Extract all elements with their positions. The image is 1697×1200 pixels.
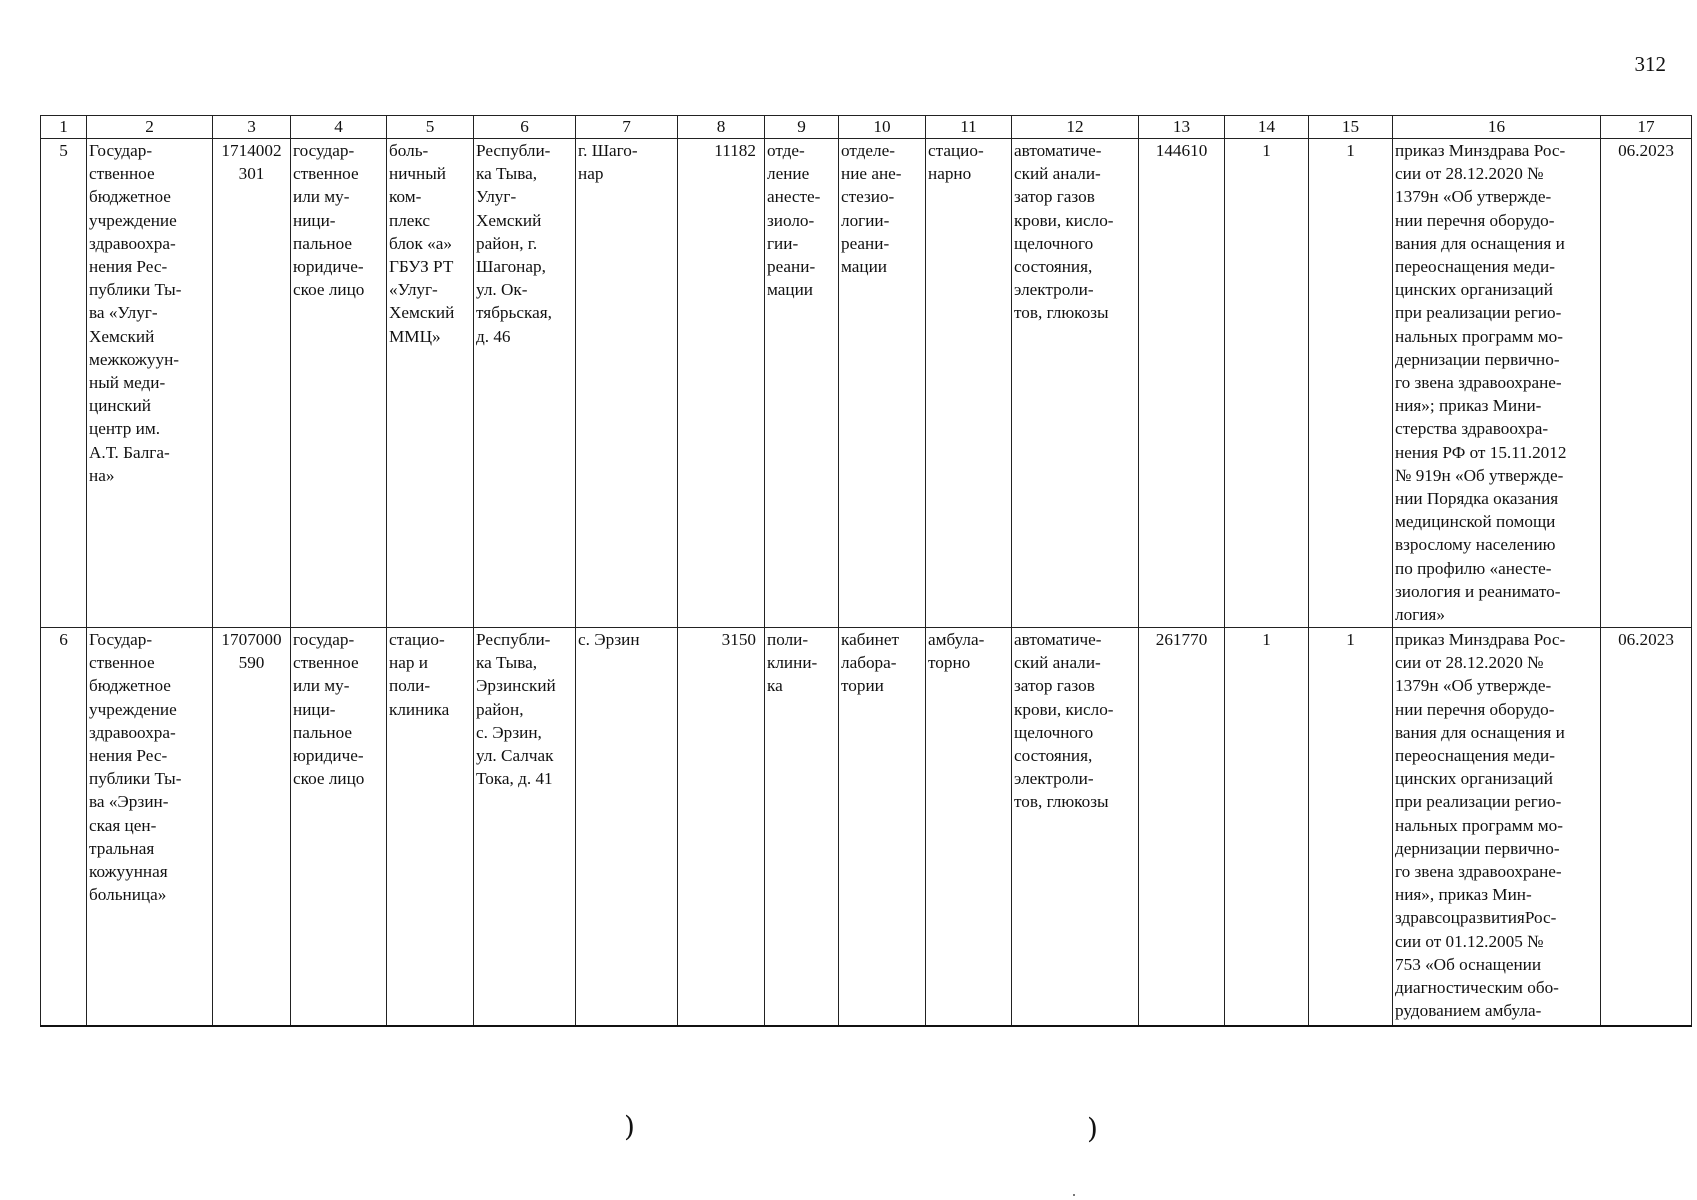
equipment-table	[40, 115, 1692, 1027]
care-type-cell: амбула- торно	[926, 628, 1012, 1026]
column-number: 15	[1309, 116, 1393, 139]
locality-cell: г. Шаго- нар	[576, 139, 678, 628]
column-number: 7	[576, 116, 678, 139]
column-number: 1	[41, 116, 87, 139]
row-number-cell: 5	[41, 139, 87, 628]
column-number: 6	[474, 116, 576, 139]
population-cell: 11182	[678, 139, 765, 628]
address-cell: Республи- ка Тыва, Эрзинский район, с. Эрзин, ул. Салчак Тока, д. 41	[474, 628, 576, 1026]
facility-cell: стацио- нар и поли- клиника	[387, 628, 474, 1026]
code-cell: 1714002 301	[213, 139, 291, 628]
column-number: 4	[291, 116, 387, 139]
column-number: 2	[87, 116, 213, 139]
regulation-cell: приказ Минздрава Рос- сии от 28.12.2020 № 1379н «Об утвержде- нии перечня оборудо- вания для оснащения и переоснащения меди- цинских организаций при реализации регио- нальных программ мо- дернизации первично- го звена здравоохране- ния»; приказ Мини- стерства здравоохра- нения РФ от 15.11.2012 № 919н «Об утвержде- нии Порядка оказания медицинской помощи взрослому населению по профилю «анесте- зиология и реанимато- логия»	[1393, 139, 1601, 628]
department-cell: отде- ление анесте- зиоло- гии- реани- мации	[765, 139, 839, 628]
institution-name-cell: Государ- ственное бюджетное учреждение здравоохра- нения Рес- публики Ты- ва «Эрзин- ская цен- тральная кожуунная больница»	[87, 628, 213, 1026]
table-row	[41, 139, 1692, 628]
column-number: 3	[213, 116, 291, 139]
scan-mark: )	[624, 1110, 635, 1143]
legal-form-cell: государ- ственное или му- ници- пальное юридиче- ское лицо	[291, 139, 387, 628]
row-number-cell: 6	[41, 628, 87, 1026]
institution-name-cell: Государ- ственное бюджетное учреждение здравоохра- нения Рес- публики Ты- ва «Улуг- Хемский межкожуун- ный меди- цинский центр им. А.Т. Балга- на»	[87, 139, 213, 628]
table-row	[41, 628, 1692, 1026]
column-number: 8	[678, 116, 765, 139]
equipment-cell: автоматиче- ский анали- затор газов крови, кисло- щелочного состояния, электроли- тов, глюкозы	[1012, 628, 1139, 1026]
quantity-cell: 1	[1225, 628, 1309, 1026]
page-number: 312	[1634, 52, 1666, 76]
column-number: 11	[926, 116, 1012, 139]
date-cell: 06.2023	[1601, 628, 1692, 1026]
column-number: 9	[765, 116, 839, 139]
unit-cell: отделе- ние ане- стезио- логии- реани- мации	[839, 139, 926, 628]
column-number: 16	[1393, 116, 1601, 139]
legal-form-cell: государ- ственное или му- ници- пальное юридиче- ское лицо	[291, 628, 387, 1026]
locality-cell: с. Эрзин	[576, 628, 678, 1026]
amount-cell: 144610	[1139, 139, 1225, 628]
unit-cell: кабинет лабора- тории	[839, 628, 926, 1026]
equipment-table-container	[40, 115, 1692, 1027]
column-number: 5	[387, 116, 474, 139]
address-cell: Республи- ка Тыва, Улуг- Хемский район, г. Шагонар, ул. Ок- тябрьская, д. 46	[474, 139, 576, 628]
quantity-cell: 1	[1225, 139, 1309, 628]
column-number: 10	[839, 116, 926, 139]
care-type-cell: стацио- нарно	[926, 139, 1012, 628]
column-number: 14	[1225, 116, 1309, 139]
column-number-row	[41, 116, 1692, 139]
quantity-cell: 1	[1309, 139, 1393, 628]
column-number: 13	[1139, 116, 1225, 139]
population-cell: 3150	[678, 628, 765, 1026]
equipment-cell: автоматиче- ский анали- затор газов крови, кисло- щелочного состояния, электроли- тов, глюкозы	[1012, 139, 1139, 628]
date-cell: 06.2023	[1601, 139, 1692, 628]
regulation-cell: приказ Минздрава Рос- сии от 28.12.2020 № 1379н «Об утвержде- нии перечня оборудо- вания для оснащения и переоснащения меди- цинских организаций при реализации регио- нальных программ мо- дернизации первично- го звена здравоохране- ния», приказ Мин- здравсоцразвитияРос- сии от 01.12.2005 № 753 «Об оснащении диагностическим обо- рудованием амбула-	[1393, 628, 1601, 1026]
quantity-cell: 1	[1309, 628, 1393, 1026]
scan-mark: )	[1087, 1112, 1098, 1145]
code-cell: 1707000 590	[213, 628, 291, 1026]
department-cell: поли- клини- ка	[765, 628, 839, 1026]
amount-cell: 261770	[1139, 628, 1225, 1026]
scan-speck	[1073, 1194, 1075, 1196]
column-number: 17	[1601, 116, 1692, 139]
facility-cell: боль- ничный ком- плекс блок «а» ГБУЗ РТ «Улуг- Хемский ММЦ»	[387, 139, 474, 628]
column-number: 12	[1012, 116, 1139, 139]
